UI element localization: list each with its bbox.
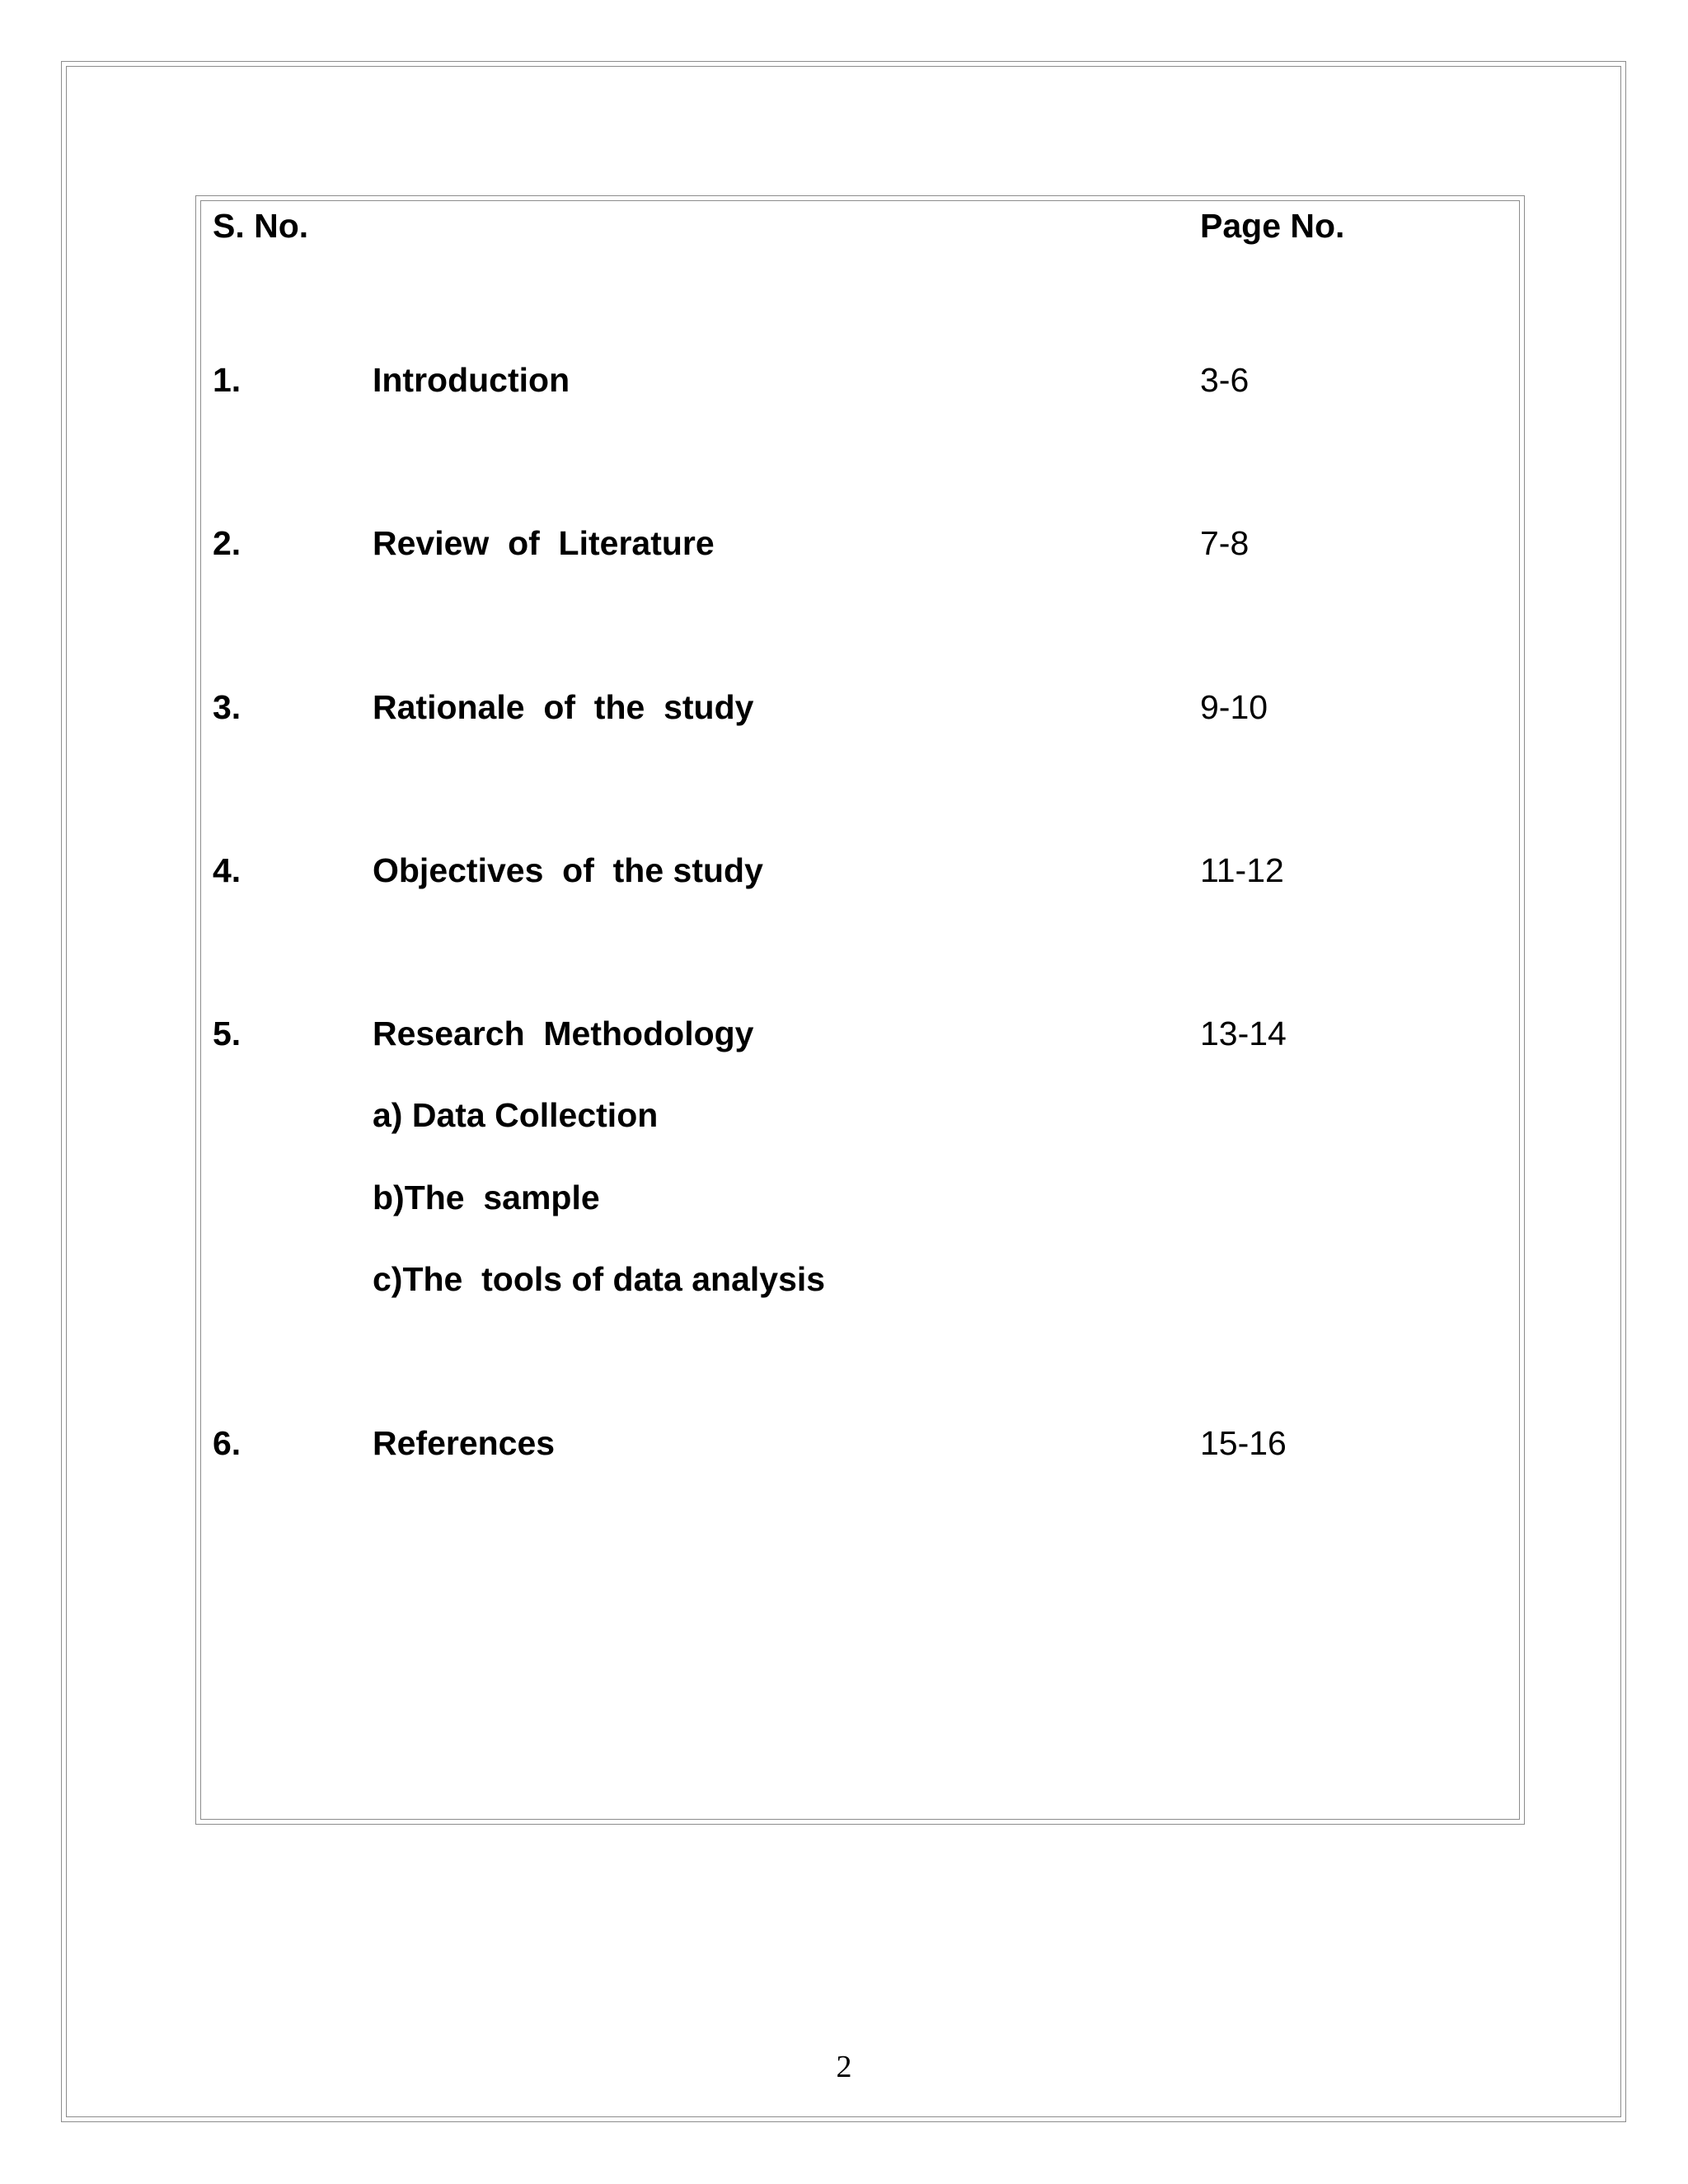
toc-item-number: 3. [213, 688, 241, 726]
toc-subitem: c)The tools of data analysis [373, 1260, 826, 1298]
sno-header: S. No. [213, 207, 309, 245]
toc-item-number: 5. [213, 1015, 241, 1052]
toc-item-number: 1. [213, 361, 241, 399]
toc-inner-border [200, 200, 1520, 1820]
toc-item-title: Review of Literature [373, 524, 715, 562]
toc-item-number: 6. [213, 1424, 241, 1462]
page-number: 2 [836, 2050, 852, 2084]
page-no-header: Page No. [1200, 207, 1345, 245]
toc-item-title: Research Methodology [373, 1015, 754, 1052]
toc-item-pages: 9-10 [1200, 688, 1268, 726]
toc-subitem: a) Data Collection [373, 1096, 659, 1134]
toc-item-title: Introduction [373, 361, 570, 399]
toc-item-title: References [373, 1424, 556, 1462]
toc-subitem: b)The sample [373, 1179, 600, 1216]
toc-item-pages: 3-6 [1200, 361, 1250, 399]
toc-item-pages: 7-8 [1200, 524, 1250, 562]
toc-item-pages: 15-16 [1200, 1424, 1287, 1462]
toc-item-title: Objectives of the study [373, 851, 763, 889]
toc-item-pages: 11-12 [1200, 851, 1284, 889]
toc-item-pages: 13-14 [1200, 1015, 1287, 1052]
toc-item-title: Rationale of the study [373, 688, 754, 726]
toc-item-number: 4. [213, 851, 241, 889]
toc-item-number: 2. [213, 524, 241, 562]
